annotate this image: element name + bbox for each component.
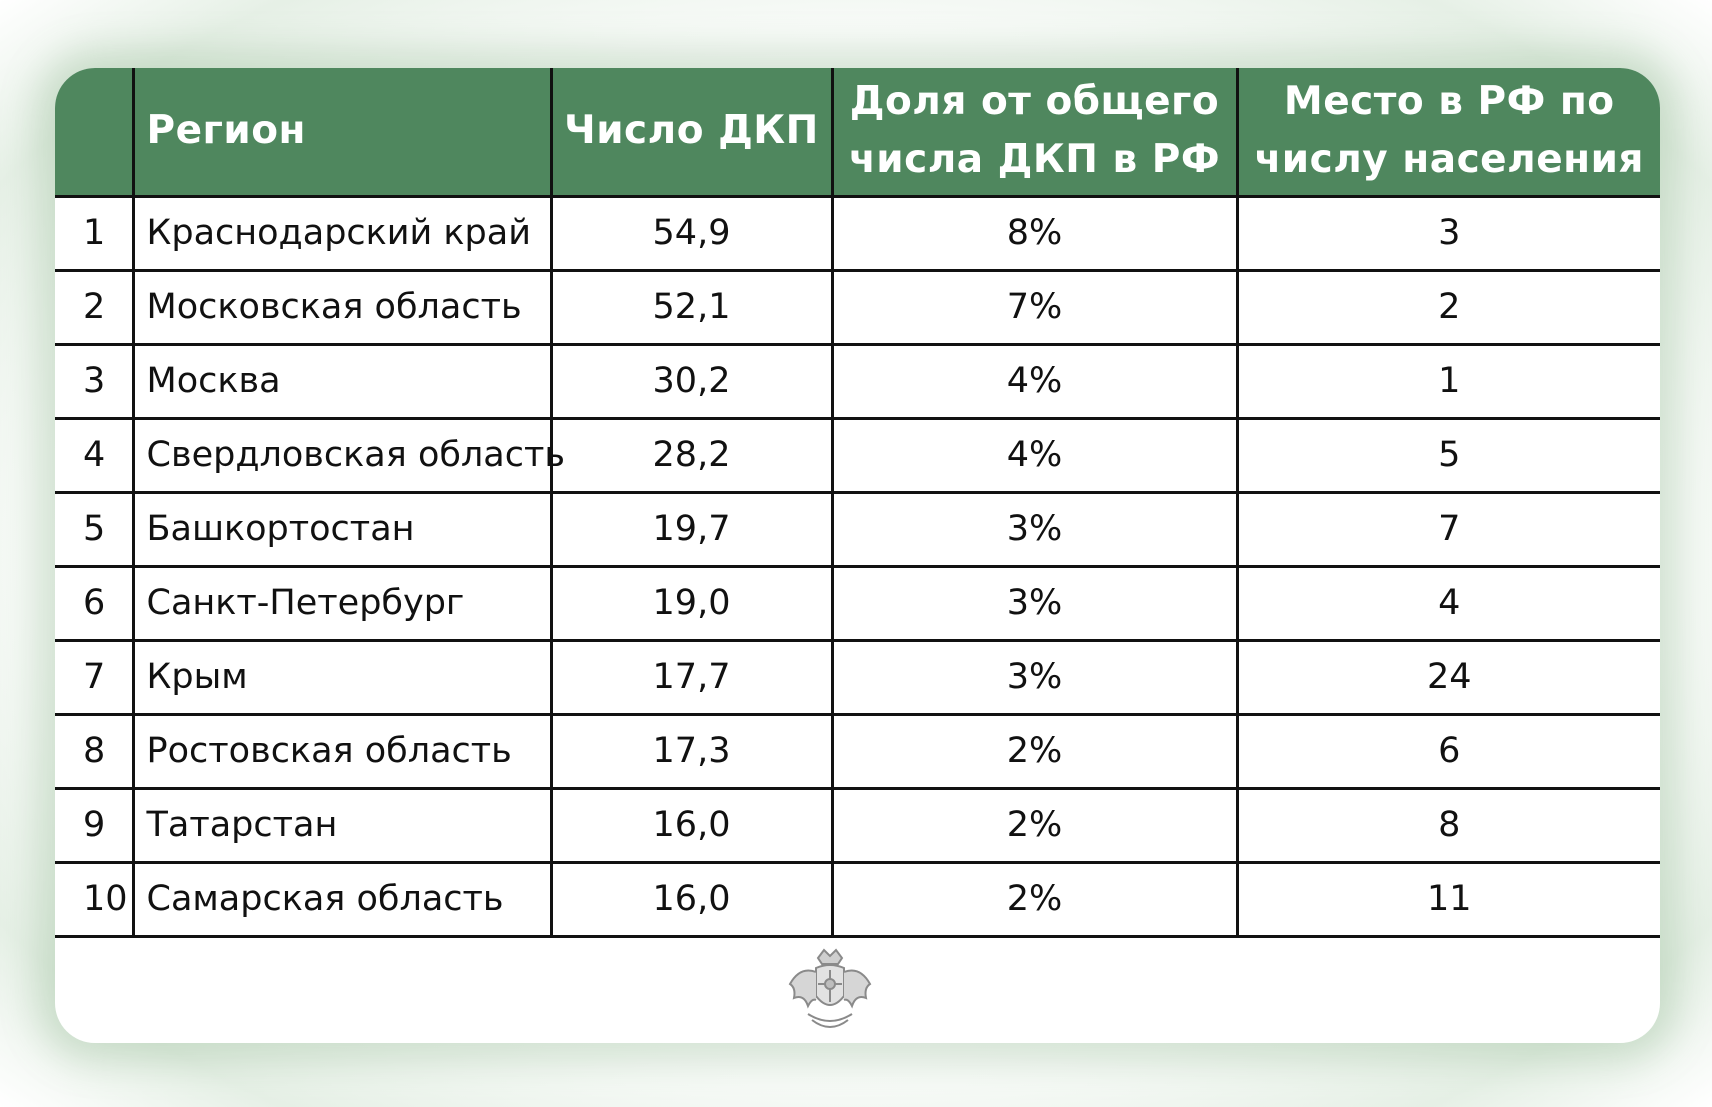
region-cell: Ростовская область	[133, 714, 551, 788]
population-rank-cell: 1	[1237, 344, 1660, 418]
rank-cell: 4	[55, 418, 133, 492]
header-share: Доля от общего числа ДКП в РФ	[832, 68, 1237, 196]
region-cell: Свердловская область	[133, 418, 551, 492]
population-rank-cell: 6	[1237, 714, 1660, 788]
share-cell: 3%	[832, 492, 1237, 566]
regions-table	[55, 68, 1660, 938]
rank-cell: 1	[55, 196, 133, 270]
table-row	[55, 862, 1660, 936]
table-card	[55, 68, 1660, 1043]
rank-cell: 6	[55, 566, 133, 640]
share-cell: 4%	[832, 418, 1237, 492]
count-cell: 19,0	[551, 566, 832, 640]
rank-cell: 9	[55, 788, 133, 862]
header-region: Регион	[133, 68, 551, 196]
region-cell: Московская область	[133, 270, 551, 344]
header-rank	[55, 68, 133, 196]
table-row	[55, 196, 1660, 270]
share-cell: 4%	[832, 344, 1237, 418]
rank-cell: 10	[55, 862, 133, 936]
share-cell: 2%	[832, 714, 1237, 788]
count-cell: 52,1	[551, 270, 832, 344]
count-cell: 16,0	[551, 862, 832, 936]
rank-cell: 7	[55, 640, 133, 714]
rank-cell: 8	[55, 714, 133, 788]
region-cell: Санкт-Петербург	[133, 566, 551, 640]
table-row	[55, 344, 1660, 418]
share-cell: 2%	[832, 788, 1237, 862]
share-cell: 2%	[832, 862, 1237, 936]
table-row	[55, 714, 1660, 788]
table-row	[55, 270, 1660, 344]
header-count: Число ДКП	[551, 68, 832, 196]
region-cell: Башкортостан	[133, 492, 551, 566]
population-rank-cell: 24	[1237, 640, 1660, 714]
region-cell: Самарская область	[133, 862, 551, 936]
share-cell: 7%	[832, 270, 1237, 344]
table-row	[55, 566, 1660, 640]
population-rank-cell: 7	[1237, 492, 1660, 566]
region-cell: Краснодарский край	[133, 196, 551, 270]
count-cell: 54,9	[551, 196, 832, 270]
population-rank-cell: 11	[1237, 862, 1660, 936]
population-rank-cell: 4	[1237, 566, 1660, 640]
count-cell: 19,7	[551, 492, 832, 566]
share-cell: 3%	[832, 566, 1237, 640]
rank-cell: 3	[55, 344, 133, 418]
table-row	[55, 492, 1660, 566]
table-row	[55, 640, 1660, 714]
population-rank-cell: 8	[1237, 788, 1660, 862]
count-cell: 17,7	[551, 640, 832, 714]
rank-cell: 2	[55, 270, 133, 344]
count-cell: 16,0	[551, 788, 832, 862]
count-cell: 30,2	[551, 344, 832, 418]
rank-cell: 5	[55, 492, 133, 566]
count-cell: 17,3	[551, 714, 832, 788]
table-row	[55, 788, 1660, 862]
header-population-rank: Место в РФ по числу населения	[1237, 68, 1660, 196]
table-row	[55, 418, 1660, 492]
population-rank-cell: 5	[1237, 418, 1660, 492]
region-cell: Москва	[133, 344, 551, 418]
coat-of-arms-icon	[782, 944, 878, 1036]
region-cell: Крым	[133, 640, 551, 714]
population-rank-cell: 2	[1237, 270, 1660, 344]
population-rank-cell: 3	[1237, 196, 1660, 270]
share-cell: 8%	[832, 196, 1237, 270]
share-cell: 3%	[832, 640, 1237, 714]
region-cell: Татарстан	[133, 788, 551, 862]
count-cell: 28,2	[551, 418, 832, 492]
header-row	[55, 68, 1660, 196]
